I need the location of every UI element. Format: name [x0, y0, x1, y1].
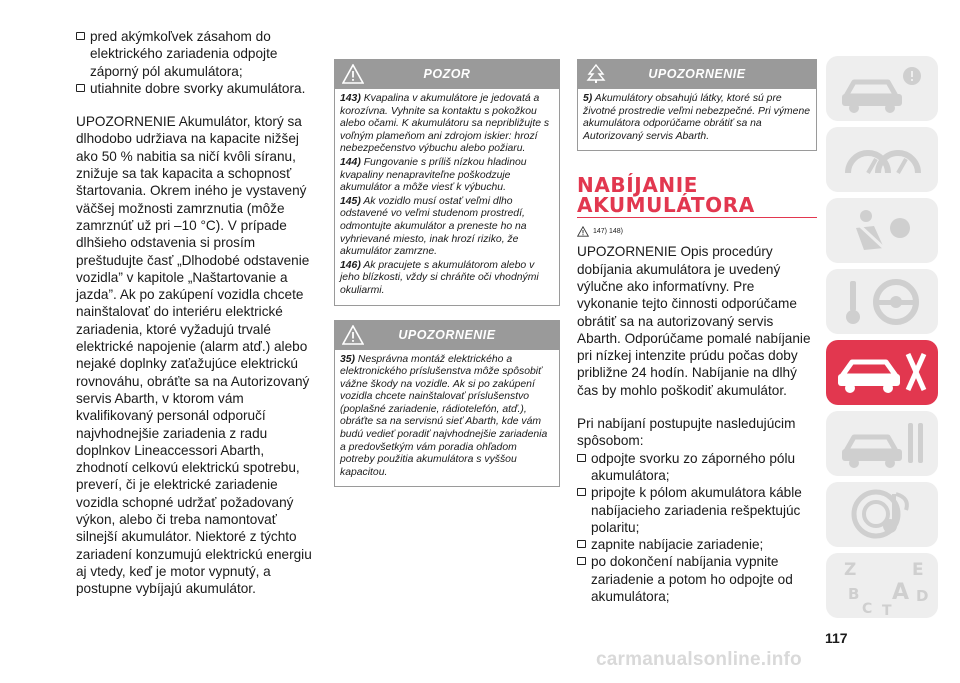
warning-header [334, 59, 560, 89]
checkbox-bullet-icon [577, 540, 586, 548]
list-item-text: utiahnite dobre svorky akumulátora. [90, 80, 306, 96]
note-number: 35) [340, 353, 356, 365]
index-letter: C [862, 601, 873, 617]
note-number: 144) [340, 156, 361, 168]
emergency-icon [826, 340, 938, 405]
warning-title: UPOZORNENIE [648, 67, 746, 81]
warning-box-pozor [334, 59, 560, 306]
list-item-text: pripojte k pólom akumulátora káble nabíjacieho zariadenia rešpektujúc polaritu; [591, 485, 802, 535]
title-underline [577, 217, 817, 218]
note-text: Fungovanie s príliš nízkou hladinou kvapaliny nenapraviteľne poškodzuje akumulátor a môže viesť k výbuchu. [340, 156, 527, 194]
warning-title: UPOZORNENIE [398, 327, 496, 342]
body-paragraph: UPOZORNENIE Akumulátor, ktorý sa dlhodobo udržiava na kapacite nižšej ako 50 % nabitia sa ničí kvôli síranu, znižuje sa tak kapacita a schopnosť štartovania. Okrem iného je vystavený väčšej možnosti zamrznutia (môže zamrznúť už pri –10 °C). V prípade dlhšieho odstavenia si prosím preštudujte časť „Dlhodobé odstavenie vozidla” v kapitole „Naštartovanie a jazda”. Ak po zakúpení vozidla chcete nainštalovať do interiéru elektrické zariadenia, ktoré vyžadujú trvalé elektrické napojenie (alarm atď.) alebo nejaké doplnky zaťažujúce elektrickú rovnováhu, obráťte sa na Autorizovaný servis Abarth, v ktorom vám kvalifikovaný personál odporučí najvhodnejšie zariadenia z radu doplnkov Lineaccessori Abarth, zhodnotí celkovú elektrickú spotrebu, preverí, či je elektrické zariadenie vozidla schopné udržať požadovaný výkon, alebo či treba namontovať silnejší akumulátor. Niektoré z týchto zariadení konzumujú elektrickú energiu aj vtedy, keď je motor vypnutý, a postupne vybíjajú akumulátor. [76, 114, 312, 597]
notes-reference [577, 226, 817, 237]
note-text: Akumulátory obsahujú látky, ktoré sú pre životné prostredie veľmi nebezpečné. Pri výmene akumulátora odporúčame obrátiť sa na Autorizovaný servis Abarth. [583, 93, 811, 142]
note-number: 143) [340, 93, 361, 104]
sidebar-item-car-info[interactable] [826, 56, 938, 121]
checkbox-bullet-icon [76, 84, 85, 92]
list-item-text: zapnite nabíjacie zariadenie; [591, 537, 764, 553]
note-text: Nesprávna montáž elektrického a elektronického príslušenstva môže spôsobiť vážne škody na vozidle. Ak si po zakúpení vozidla chcete nainštalovať príslušenstvo (poplašné zariadenie, rádiotelefón, atď.), obráťte sa na servisnú sieť Abarth, kde vám budú vedieť poradiť najvhodnejšie zariadenia a predovšetkým vám poradia ohľadom potreby použitia akumulátora s vyššou kapacitou. [340, 353, 548, 478]
warning-item [340, 196, 554, 259]
index-letter: Z [844, 560, 857, 580]
list-item-text: po dokončení nabíjania vypnite zariadenie a potom ho odpojte od akumulátora; [591, 554, 793, 605]
section-title-line: AKUMULÁTORA [577, 193, 755, 218]
multimedia-music-icon [826, 482, 938, 547]
index-letter: D [916, 587, 929, 605]
sidebar-item-index[interactable] [826, 553, 938, 618]
watermark: carmanualsonline.info [596, 649, 802, 670]
checkbox-bullet-icon [76, 32, 85, 40]
section-title-line: NABÍJANIE [577, 173, 699, 198]
warning-triangle-icon [577, 226, 589, 237]
car-info-icon [826, 56, 938, 121]
index-letter: B [848, 585, 860, 603]
column-left [76, 28, 316, 598]
note-number: 5) [583, 93, 593, 104]
index-letter: T [882, 603, 892, 618]
note-text: Ak vozidlo musí ostať veľmi dlho odstavené vo veľmi studenom prostredí, odmontujte akumulátor a preneste ho na vyhrievané miesto, inak hrozí riziko, že akumulátor zamrzne. [340, 195, 527, 258]
note-text: Kvapalina v akumulátore je jedovatá a korozívna. Vyhnite sa kontaktu s pokožkou alebo očami. K akumulátoru sa nepribližujte s voľným plameňom ani zdrojom iskier: hrozí nebezpečenstvo výbuchu alebo požiaru. [340, 93, 550, 155]
index-letter: E [912, 560, 924, 580]
list-item [577, 536, 817, 553]
warning-body [577, 89, 817, 151]
column-right [577, 28, 817, 605]
warning-header [577, 59, 817, 89]
airbag-safety-icon [826, 198, 938, 263]
list-item-text: pred akýmkoľvek zásahom do elektrického zariadenia odpojte záporný pól akumulátora; [90, 29, 278, 79]
dashboard-icon [826, 127, 938, 192]
note-number: 145) [340, 195, 361, 207]
checkbox-bullet-icon [577, 488, 586, 496]
warning-item [583, 93, 811, 143]
warning-title: POZOR [423, 67, 471, 81]
note-text: Ak pracujete s akumulátorom alebo v jeho blízkosti, vždy si chráňte oči vhodnými okuliarmi. [340, 259, 539, 296]
environment-tree-icon [585, 64, 607, 84]
body-paragraph: UPOZORNENIE Opis procedúry dobíjania akumulátora je uvedený výlučne ako informatívny. Pre vykonanie tejto činnosti odporúčame obrátiť sa na autorizovaný servis Abarth. Odporúčame pomalé nabíjanie pri nízkej intenzite prúdu počas doby približne 24 hodín. Nabíjanie na dlhý čas by mohlo poškodiť akumulátor. [577, 244, 811, 398]
list-item [577, 450, 817, 485]
warning-item [340, 260, 554, 298]
alphabetical-index-icon [826, 553, 938, 618]
checkbox-bullet-icon [577, 454, 586, 462]
column-middle [334, 28, 560, 487]
sidebar-item-service[interactable] [826, 411, 938, 476]
index-letter: A [892, 580, 910, 605]
checkbox-bullet-icon [577, 557, 586, 565]
sidebar-item-starting-driving[interactable] [826, 269, 938, 334]
list-item-text: odpojte svorku zo záporného pólu akumulátora; [591, 450, 796, 483]
page-number: 117 [825, 630, 848, 646]
section-title [577, 173, 817, 218]
list-item [577, 484, 817, 536]
sidebar-item-emergency[interactable] [826, 340, 938, 405]
sidebar-item-multimedia[interactable] [826, 482, 938, 547]
warning-item [340, 354, 554, 480]
warning-header [334, 320, 560, 350]
warning-box-environment [577, 59, 817, 151]
chapter-sidebar [826, 56, 938, 624]
warning-item [340, 93, 554, 156]
notes-reference-text: 147) 148) [593, 228, 623, 236]
list-item [76, 28, 316, 80]
body-paragraph: Pri nabíjaní postupujte nasledujúcim spôsobom: [577, 416, 796, 449]
steering-key-icon [826, 269, 938, 334]
warning-body [334, 89, 560, 306]
sidebar-item-safety[interactable] [826, 198, 938, 263]
warning-triangle-icon [342, 64, 364, 84]
list-item [577, 553, 817, 605]
car-service-tools-icon [826, 411, 938, 476]
list-item [76, 80, 316, 97]
warning-body [334, 350, 560, 488]
note-number: 146) [340, 259, 361, 271]
warning-box-upozornenie [334, 320, 560, 488]
info-warning-icon [342, 325, 364, 345]
sidebar-item-dashboard[interactable] [826, 127, 938, 192]
warning-item [340, 157, 554, 195]
